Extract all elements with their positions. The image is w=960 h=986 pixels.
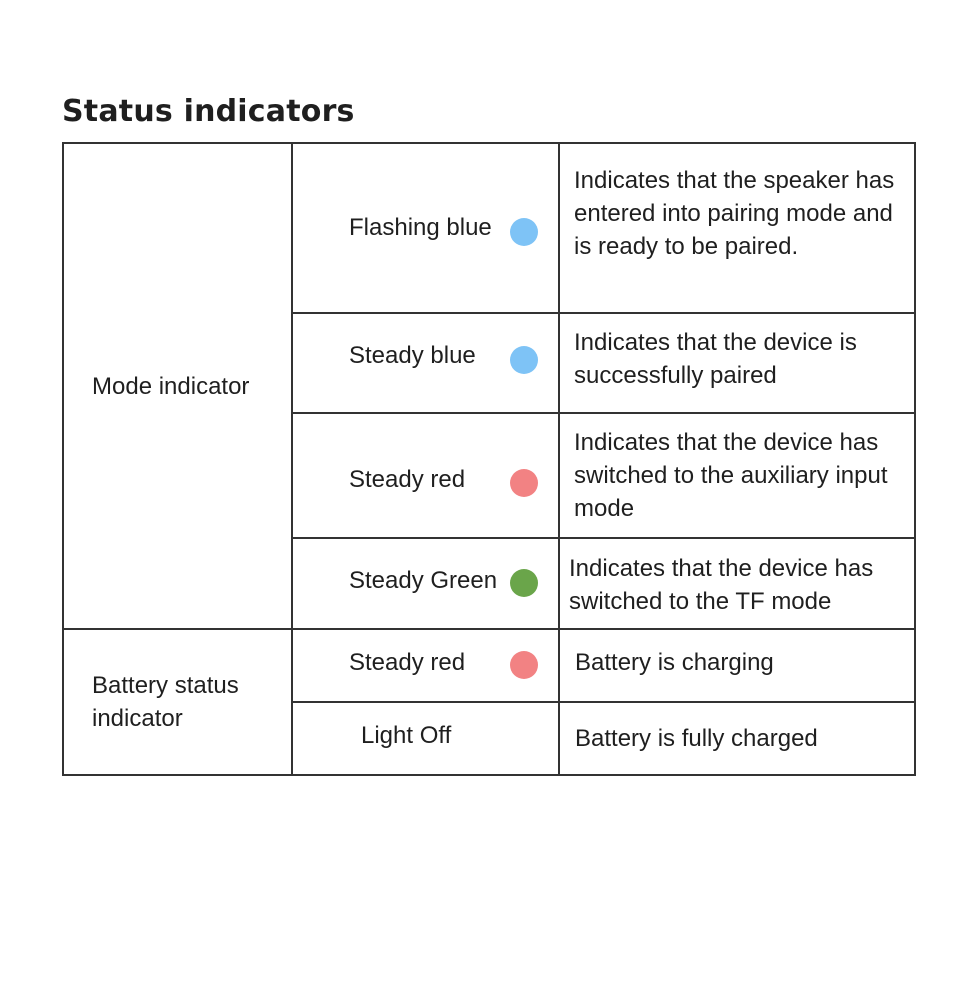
description-text: Indicates that the device has switched to the auxiliary input mode xyxy=(574,429,888,522)
blue-led-dot xyxy=(510,346,538,374)
group-label-text: Mode indicator xyxy=(92,372,250,400)
green-led-dot xyxy=(510,569,538,597)
state-label: Steady red xyxy=(349,466,466,493)
description-cell xyxy=(569,552,909,618)
red-led-dot xyxy=(510,651,538,679)
description-text: Battery is charging xyxy=(575,649,774,676)
state-label: Steady red xyxy=(349,649,466,676)
blue-led-dot xyxy=(510,218,538,246)
description-cell xyxy=(574,326,904,392)
description-text: Indicates that the device is successfully paired xyxy=(574,329,857,389)
column-divider xyxy=(558,144,560,774)
group-label-battery xyxy=(92,630,291,774)
state-label: Steady blue xyxy=(349,342,476,369)
state-label: Flashing blue xyxy=(349,214,492,241)
state-label: Steady Green xyxy=(349,567,498,594)
row-divider xyxy=(293,537,914,539)
description-text: Battery is fully charged xyxy=(575,725,818,752)
page-title: Status indicators xyxy=(62,94,355,129)
description-cell xyxy=(574,164,904,263)
description-cell xyxy=(575,646,905,679)
status-table xyxy=(62,142,916,776)
row-divider xyxy=(293,701,914,703)
description-cell xyxy=(575,722,905,755)
state-label: Light Off xyxy=(361,722,452,749)
red-led-dot xyxy=(510,469,538,497)
group-label-text: Battery status indicator xyxy=(92,672,239,732)
description-text: Indicates that the speaker has entered into pairing mode and is ready to be paired. xyxy=(574,167,895,260)
description-cell xyxy=(574,426,909,525)
row-divider xyxy=(293,312,914,314)
group-label-mode xyxy=(92,144,291,628)
description-text: Indicates that the device has switched to the TF mode xyxy=(569,555,874,615)
column-divider xyxy=(291,144,293,774)
row-divider xyxy=(293,412,914,414)
